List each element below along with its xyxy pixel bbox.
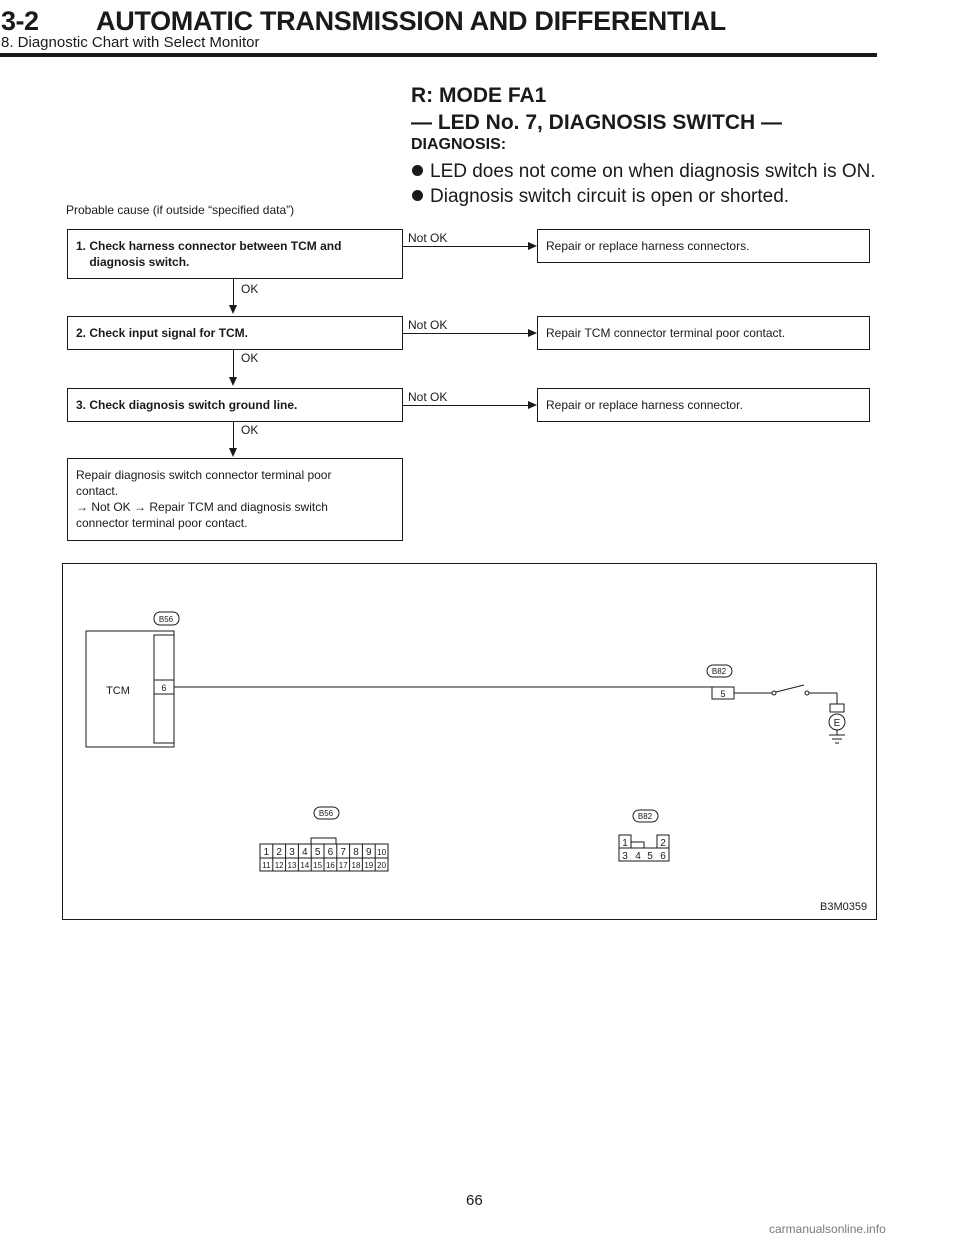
b56-pin-number: 2 xyxy=(276,847,282,858)
watermark: carmanualsonline.info xyxy=(769,1222,886,1236)
b56-pin-number: 1 xyxy=(263,847,270,858)
b82-pin-number: 4 xyxy=(635,851,641,862)
ok-label: OK xyxy=(241,423,259,437)
probable-cause-caption: Probable cause (if outside “specified data”) xyxy=(66,203,295,217)
b82-pin-number: 5 xyxy=(647,851,653,862)
b82-pin-number: 1 xyxy=(622,838,628,849)
b56-pin-number: 20 xyxy=(377,861,387,870)
b56-pin-number: 14 xyxy=(300,861,310,870)
switch-contact xyxy=(772,691,776,695)
arrow-down-icon xyxy=(229,448,237,457)
ok-label: OK xyxy=(241,351,259,365)
b56-pin-number: 12 xyxy=(274,861,284,870)
step-1-box: 1. Check harness connector between TCM and diagnosis switch. xyxy=(67,229,403,279)
b56-pin-number: 3 xyxy=(289,847,295,858)
b82-label: B82 xyxy=(711,667,727,676)
section-title: AUTOMATIC TRANSMISSION AND DIFFERENTIAL xyxy=(96,6,726,36)
arrow-down-icon xyxy=(229,377,237,386)
figure-code: B3M0359 xyxy=(820,901,868,913)
mode-title-line1: R: MODE FA1 xyxy=(411,84,547,107)
header-rule xyxy=(0,53,877,57)
diagnosis-heading: DIAGNOSIS: xyxy=(411,136,507,153)
wiring-diagram xyxy=(62,563,877,920)
ok-connector xyxy=(233,350,234,378)
b56-pin-number: 5 xyxy=(314,847,321,858)
b56-label: B56 xyxy=(158,615,174,624)
diagnosis-item: LED does not come on when diagnosis switch is ON. xyxy=(412,161,876,183)
b56-pin-number: 11 xyxy=(262,861,271,870)
step-3-result-box: Repair or replace harness connector. xyxy=(537,388,870,422)
diagnosis-switch xyxy=(776,685,804,692)
step-2-box: 2. Check input signal for TCM. xyxy=(67,316,403,350)
not-ok-connector xyxy=(403,333,529,334)
b56-pin-number: 13 xyxy=(287,861,297,870)
b56-pin-number: 8 xyxy=(353,847,359,858)
b56-pin-diagram-label: B56 xyxy=(318,809,334,818)
ok-connector xyxy=(233,422,234,449)
b56-pin-number: 19 xyxy=(364,861,374,870)
not-ok-connector xyxy=(403,405,529,406)
b56-pin-number: 10 xyxy=(377,848,387,857)
subsection-title: 8. Diagnostic Chart with Select Monitor xyxy=(1,34,260,51)
b56-pin-number: 4 xyxy=(302,847,308,858)
not-ok-label: Not OK xyxy=(408,231,448,245)
b82-pin-label: 5 xyxy=(720,689,726,699)
not-ok-label: Not OK xyxy=(408,390,448,404)
bullet-icon xyxy=(412,190,423,201)
b56-pin-number: 9 xyxy=(366,847,372,858)
section-number: 3-2 xyxy=(1,6,39,36)
bullet-icon xyxy=(412,165,423,176)
b82-pin-number: 3 xyxy=(622,851,628,862)
not-ok-connector xyxy=(403,246,529,247)
b56-pin-number: 7 xyxy=(340,847,346,858)
mode-title xyxy=(411,82,782,136)
b82-pin-diagram-label: B82 xyxy=(637,812,653,821)
b82-pin-number: 6 xyxy=(660,851,666,862)
step-1-result-box: Repair or replace harness connectors. xyxy=(537,229,870,263)
ground-connector xyxy=(830,704,844,712)
page-number: 66 xyxy=(466,1192,483,1209)
arrow-right-icon xyxy=(528,329,537,337)
step-3-box: 3. Check diagnosis switch ground line. xyxy=(67,388,403,422)
diagnosis-item: Diagnosis switch circuit is open or shorted. xyxy=(412,186,789,208)
b82-pin-number: 2 xyxy=(660,838,666,849)
wiring-diagram-svg xyxy=(63,564,876,919)
arrow-right-icon xyxy=(528,242,537,250)
switch-contact xyxy=(805,691,809,695)
b56-pin-number: 16 xyxy=(325,861,335,870)
tcm-label: TCM xyxy=(106,685,130,697)
ok-label: OK xyxy=(241,282,259,296)
b56-pin-number: 18 xyxy=(351,861,361,870)
b56-pin-number: 17 xyxy=(338,861,348,870)
b56-pin-number: 6 xyxy=(327,847,334,858)
arrow-down-icon xyxy=(229,305,237,314)
b56-pin-number: 15 xyxy=(313,861,323,870)
final-action-box: Repair diagnosis switch connector terminal poor contact. → Not OK → Repair TCM and diagnosis switch connector terminal poor contact. xyxy=(67,458,403,541)
ok-connector xyxy=(233,279,234,306)
not-ok-label: Not OK xyxy=(408,318,448,332)
step-2-result-box: Repair TCM connector terminal poor contact. xyxy=(537,316,870,350)
ground-label: E xyxy=(833,718,841,729)
arrow-right-icon xyxy=(528,401,537,409)
mode-title-line2: — LED No. 7, DIAGNOSIS SWITCH — xyxy=(411,111,783,134)
tcm-pin-label: 6 xyxy=(161,683,167,693)
